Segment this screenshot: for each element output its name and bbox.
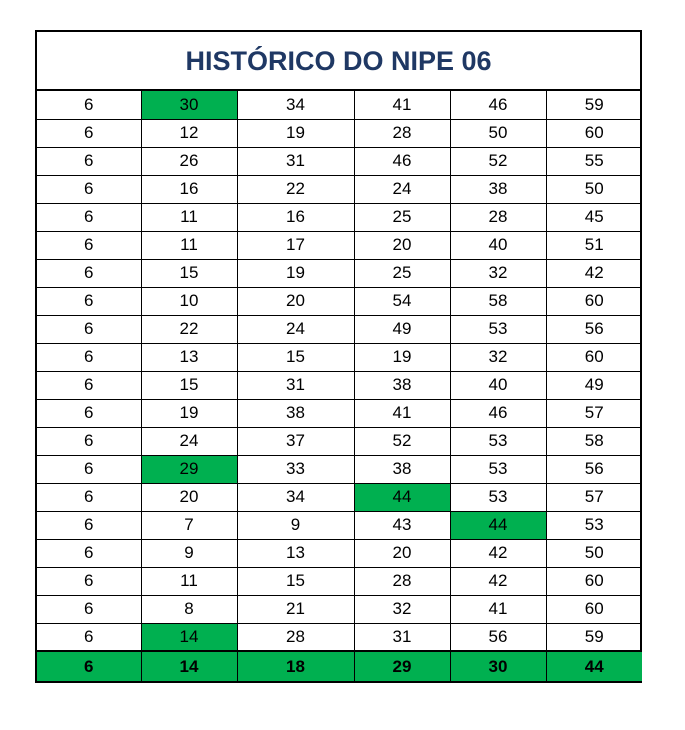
table-cell: 46: [450, 399, 546, 427]
table-row: [37, 119, 642, 147]
table-cell: 53: [546, 511, 642, 539]
table-cell: 6: [37, 119, 141, 147]
table-cell: 15: [237, 343, 354, 371]
table-cell: 6: [37, 399, 141, 427]
table-cell: 55: [546, 147, 642, 175]
table-cell: 17: [237, 231, 354, 259]
table-cell: 11: [141, 567, 237, 595]
table-cell: 40: [450, 371, 546, 399]
highlighted-cell: 44: [450, 511, 546, 539]
table-row: [37, 567, 642, 595]
table-cell: 6: [37, 483, 141, 511]
table-cell: 41: [354, 399, 450, 427]
table-cell: 38: [237, 399, 354, 427]
summary-cell: 14: [141, 651, 237, 681]
table-row: [37, 315, 642, 343]
table-cell: 53: [450, 483, 546, 511]
table-cell: 33: [237, 455, 354, 483]
history-table-sheet: [35, 30, 642, 683]
table-cell: 31: [237, 147, 354, 175]
table-cell: 9: [141, 539, 237, 567]
table-cell: 6: [37, 287, 141, 315]
table-cell: 28: [450, 203, 546, 231]
highlighted-cell: 44: [354, 483, 450, 511]
table-cell: 60: [546, 119, 642, 147]
table-cell: 58: [546, 427, 642, 455]
table-cell: 6: [37, 567, 141, 595]
table-cell: 20: [354, 539, 450, 567]
table-cell: 42: [546, 259, 642, 287]
table-cell: 53: [450, 427, 546, 455]
table-cell: 6: [37, 455, 141, 483]
summary-row: [37, 651, 642, 681]
table-cell: 6: [37, 623, 141, 651]
table-cell: 40: [450, 231, 546, 259]
table-cell: 43: [354, 511, 450, 539]
table-cell: 60: [546, 287, 642, 315]
table-cell: 59: [546, 623, 642, 651]
table-row: [37, 175, 642, 203]
table-cell: 32: [450, 343, 546, 371]
table-cell: 28: [354, 567, 450, 595]
table-cell: 15: [141, 259, 237, 287]
table-row: [37, 623, 642, 651]
table-cell: 38: [450, 175, 546, 203]
summary-cell: 44: [546, 651, 642, 681]
table-cell: 6: [37, 595, 141, 623]
table-cell: 13: [237, 539, 354, 567]
table-cell: 52: [354, 427, 450, 455]
table-row: [37, 427, 642, 455]
table-cell: 45: [546, 203, 642, 231]
history-table: [37, 91, 642, 681]
table-cell: 46: [354, 147, 450, 175]
table-cell: 24: [354, 175, 450, 203]
highlighted-cell: 14: [141, 623, 237, 651]
table-cell: 49: [546, 371, 642, 399]
table-cell: 19: [354, 343, 450, 371]
highlighted-cell: 30: [141, 91, 237, 119]
table-cell: 60: [546, 595, 642, 623]
table-cell: 46: [450, 91, 546, 119]
table-cell: 53: [450, 455, 546, 483]
table-cell: 22: [237, 175, 354, 203]
table-cell: 20: [141, 483, 237, 511]
table-cell: 20: [354, 231, 450, 259]
table-cell: 56: [546, 315, 642, 343]
table-row: [37, 203, 642, 231]
summary-cell: 29: [354, 651, 450, 681]
table-row: [37, 231, 642, 259]
table-cell: 59: [546, 91, 642, 119]
table-cell: 53: [450, 315, 546, 343]
summary-cell: 6: [37, 651, 141, 681]
table-cell: 19: [237, 119, 354, 147]
table-cell: 6: [37, 371, 141, 399]
table-row: [37, 511, 642, 539]
table-title: HISTÓRICO DO NIPE 06: [37, 32, 640, 91]
table-cell: 6: [37, 427, 141, 455]
table-cell: 38: [354, 371, 450, 399]
table-cell: 6: [37, 203, 141, 231]
table-row: [37, 371, 642, 399]
summary-cell: 18: [237, 651, 354, 681]
table-cell: 49: [354, 315, 450, 343]
table-cell: 19: [237, 259, 354, 287]
table-cell: 8: [141, 595, 237, 623]
table-cell: 51: [546, 231, 642, 259]
table-cell: 16: [237, 203, 354, 231]
table-cell: 37: [237, 427, 354, 455]
table-cell: 57: [546, 399, 642, 427]
table-cell: 42: [450, 567, 546, 595]
table-cell: 54: [354, 287, 450, 315]
table-cell: 6: [37, 231, 141, 259]
table-row: [37, 343, 642, 371]
table-cell: 34: [237, 483, 354, 511]
table-cell: 7: [141, 511, 237, 539]
table-cell: 12: [141, 119, 237, 147]
table-row: [37, 539, 642, 567]
table-cell: 24: [237, 315, 354, 343]
table-row: [37, 483, 642, 511]
table-cell: 24: [141, 427, 237, 455]
table-cell: 6: [37, 175, 141, 203]
table-cell: 20: [237, 287, 354, 315]
table-cell: 28: [237, 623, 354, 651]
table-cell: 56: [546, 455, 642, 483]
table-cell: 19: [141, 399, 237, 427]
table-cell: 15: [237, 567, 354, 595]
table-cell: 6: [37, 91, 141, 119]
table-cell: 11: [141, 231, 237, 259]
table-cell: 52: [450, 147, 546, 175]
table-cell: 56: [450, 623, 546, 651]
table-cell: 10: [141, 287, 237, 315]
table-cell: 22: [141, 315, 237, 343]
table-cell: 6: [37, 343, 141, 371]
table-cell: 34: [237, 91, 354, 119]
summary-cell: 30: [450, 651, 546, 681]
table-row: [37, 287, 642, 315]
table-cell: 26: [141, 147, 237, 175]
table-row: [37, 399, 642, 427]
table-cell: 50: [450, 119, 546, 147]
table-cell: 6: [37, 315, 141, 343]
table-cell: 58: [450, 287, 546, 315]
table-cell: 60: [546, 343, 642, 371]
table-cell: 60: [546, 567, 642, 595]
table-cell: 50: [546, 539, 642, 567]
table-cell: 50: [546, 175, 642, 203]
table-row: [37, 259, 642, 287]
table-cell: 11: [141, 203, 237, 231]
table-cell: 41: [450, 595, 546, 623]
table-cell: 38: [354, 455, 450, 483]
highlighted-cell: 29: [141, 455, 237, 483]
table-cell: 31: [354, 623, 450, 651]
table-cell: 13: [141, 343, 237, 371]
table-row: [37, 91, 642, 119]
table-cell: 25: [354, 203, 450, 231]
table-cell: 31: [237, 371, 354, 399]
table-cell: 57: [546, 483, 642, 511]
table-cell: 32: [354, 595, 450, 623]
table-cell: 21: [237, 595, 354, 623]
table-cell: 6: [37, 259, 141, 287]
table-row: [37, 455, 642, 483]
table-cell: 28: [354, 119, 450, 147]
table-cell: 6: [37, 511, 141, 539]
table-cell: 42: [450, 539, 546, 567]
table-cell: 41: [354, 91, 450, 119]
table-row: [37, 147, 642, 175]
table-cell: 9: [237, 511, 354, 539]
table-cell: 25: [354, 259, 450, 287]
table-cell: 6: [37, 147, 141, 175]
table-cell: 6: [37, 539, 141, 567]
table-cell: 15: [141, 371, 237, 399]
table-cell: 16: [141, 175, 237, 203]
table-cell: 32: [450, 259, 546, 287]
table-row: [37, 595, 642, 623]
